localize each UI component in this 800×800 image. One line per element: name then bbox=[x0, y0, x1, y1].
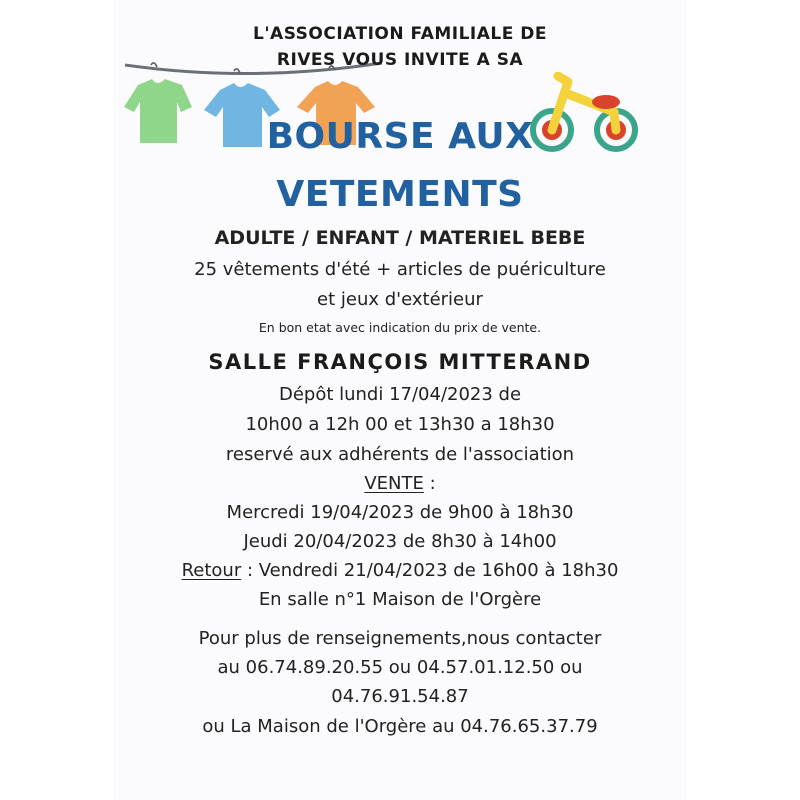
title-line-1: BOURSE AUX bbox=[266, 116, 534, 157]
sale-label: VENTE bbox=[364, 473, 424, 494]
deposit-line-1: Dépôt lundi 17/04/2023 de bbox=[278, 384, 522, 405]
venue-title: SALLE FRANÇOIS MITTERAND bbox=[208, 350, 592, 374]
header-line-2: RIVES VOUS INVITE A SA bbox=[276, 50, 524, 70]
sale-line-1: Mercredi 19/04/2023 de 9h00 à 18h30 bbox=[226, 502, 574, 523]
description-line-1: 25 vêtements d'été + articles de puériculture bbox=[194, 259, 606, 280]
sale-heading bbox=[0, 473, 800, 494]
deposit-line-3: reservé aux adhérents de l'association bbox=[225, 444, 575, 465]
sale-line-2: Jeudi 20/04/2023 de 8h30 à 14h00 bbox=[243, 531, 557, 552]
description-note: En bon etat avec indication du prix de vente. bbox=[258, 320, 542, 335]
contact-line-1: Pour plus de renseignements,nous contacter bbox=[198, 628, 602, 649]
sale-colon: : bbox=[423, 473, 436, 494]
header-line-1: L'ASSOCIATION FAMILIALE DE bbox=[253, 24, 547, 44]
contact-line-4: ou La Maison de l'Orgère au 04.76.65.37.79 bbox=[202, 716, 598, 737]
contact-line-3: 04.76.91.54.87 bbox=[331, 686, 469, 707]
deposit-line-2: 10h00 a 12h 00 et 13h30 a 18h30 bbox=[245, 414, 555, 435]
subtitle: ADULTE / ENFANT / MATERIEL BEBE bbox=[214, 227, 586, 249]
return-text: : Vendredi 21/04/2023 de 16h00 à 18h30 bbox=[241, 560, 619, 581]
contact-line-2: au 06.74.89.20.55 ou 04.57.01.12.50 ou bbox=[217, 657, 583, 678]
title-line-2: VETEMENTS bbox=[276, 174, 524, 215]
return-label: Retour bbox=[181, 560, 242, 581]
return-line bbox=[0, 560, 800, 581]
description-line-2: et jeux d'extérieur bbox=[317, 289, 483, 310]
return-location: En salle n°1 Maison de l'Orgère bbox=[258, 589, 542, 610]
